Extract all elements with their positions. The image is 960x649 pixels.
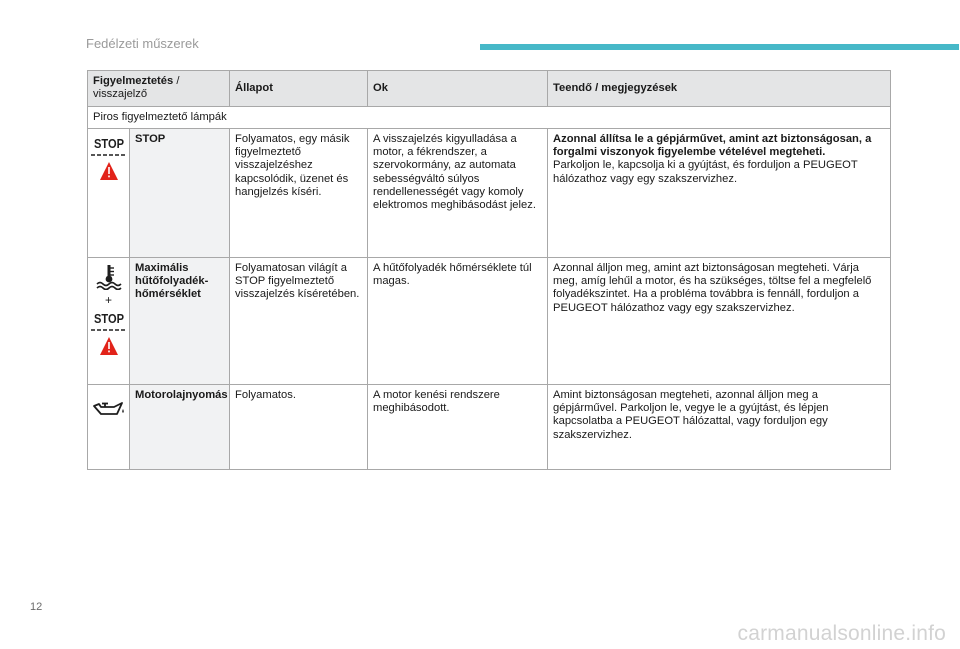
icon-cell <box>88 384 130 469</box>
table-header-row <box>88 71 891 107</box>
watermark: carmanualsonline.info <box>737 622 946 645</box>
row-label: Motorolajnyomás <box>130 384 230 469</box>
header-cause: Ok <box>368 71 548 107</box>
table-row <box>88 384 891 469</box>
stop-icon-text: STOP <box>93 311 124 327</box>
icon-cell <box>88 128 130 257</box>
stop-icon-text: STOP <box>93 135 124 151</box>
header-state: Állapot <box>230 71 368 107</box>
section-label: Piros figyelmeztető lámpák <box>88 106 891 128</box>
row-cause: A hűtőfolyadék hőmérséklete túl magas. <box>368 257 548 384</box>
row-label: Maximális hűtőfolyadék-hőmérséklet <box>130 257 230 384</box>
row-cause: A visszajelzés kigyulladása a motor, a fékrendszer, a szervokormány, az automata sebességváltó súlyos rendellenességét vagy komoly elektromos meghibásodást jelez. <box>368 128 548 257</box>
icon-cell <box>88 257 130 384</box>
oil-pressure-icon <box>92 399 126 419</box>
row-state: Folyamatosan világít a STOP figyelmeztető visszajelzés kíséretében. <box>230 257 368 384</box>
header-action: Teendő / megjegyzések <box>548 71 891 107</box>
row-label: STOP <box>130 128 230 257</box>
row-action-emphasis: Azonnal állítsa le a gépjárművet, amint azt biztonságosan, a forgalmi viszonyok figyelembe vételével megteheti. <box>553 132 872 159</box>
table-row <box>88 257 891 384</box>
row-state: Folyamatos, egy másik figyelmeztető visszajelzéshez kapcsolódik, üzenet és hangjelzés kíséri. <box>230 128 368 257</box>
header-accent-bar <box>480 44 959 50</box>
section-row <box>88 106 891 128</box>
page-number: 12 <box>30 601 43 613</box>
header-indicator: Figyelmeztetés / visszajelző <box>88 71 230 107</box>
coolant-temperature-icon <box>95 264 123 290</box>
stop-warning-icon <box>89 135 129 183</box>
stop-warning-icon <box>89 310 129 358</box>
row-state: Folyamatos. <box>230 384 368 469</box>
row-action: Azonnal álljon meg, amint azt biztonságosan megteheti. Várja meg, amíg lehűl a motor, és ha szükséges, töltse fel a megfelelő folyadékszintet. Ha a probléma továbbra is fennáll, forduljon a PEUGEOT hálózathoz vagy egy szakszervizhez. <box>548 257 891 384</box>
row-action-detail: Parkoljon le, kapcsolja ki a gyújtást, és forduljon a PEUGEOT hálózathoz vagy egy szakszervizhez. <box>553 159 858 185</box>
section-title: Fedélzeti műszerek <box>86 36 199 51</box>
row-action: Amint biztonságosan megteheti, azonnal álljon meg a gépjárművel. Parkoljon le, vegye le a gyújtást, és lépjen kapcsolatba a PEUGEOT hálózattal, vagy forduljon egy szakszervizhez. <box>548 384 891 469</box>
row-cause: A motor kenési rendszere meghibásodott. <box>368 384 548 469</box>
warning-table <box>87 70 891 470</box>
plus-sign: + <box>104 292 112 307</box>
row-action <box>548 128 891 257</box>
table-row <box>88 128 891 257</box>
